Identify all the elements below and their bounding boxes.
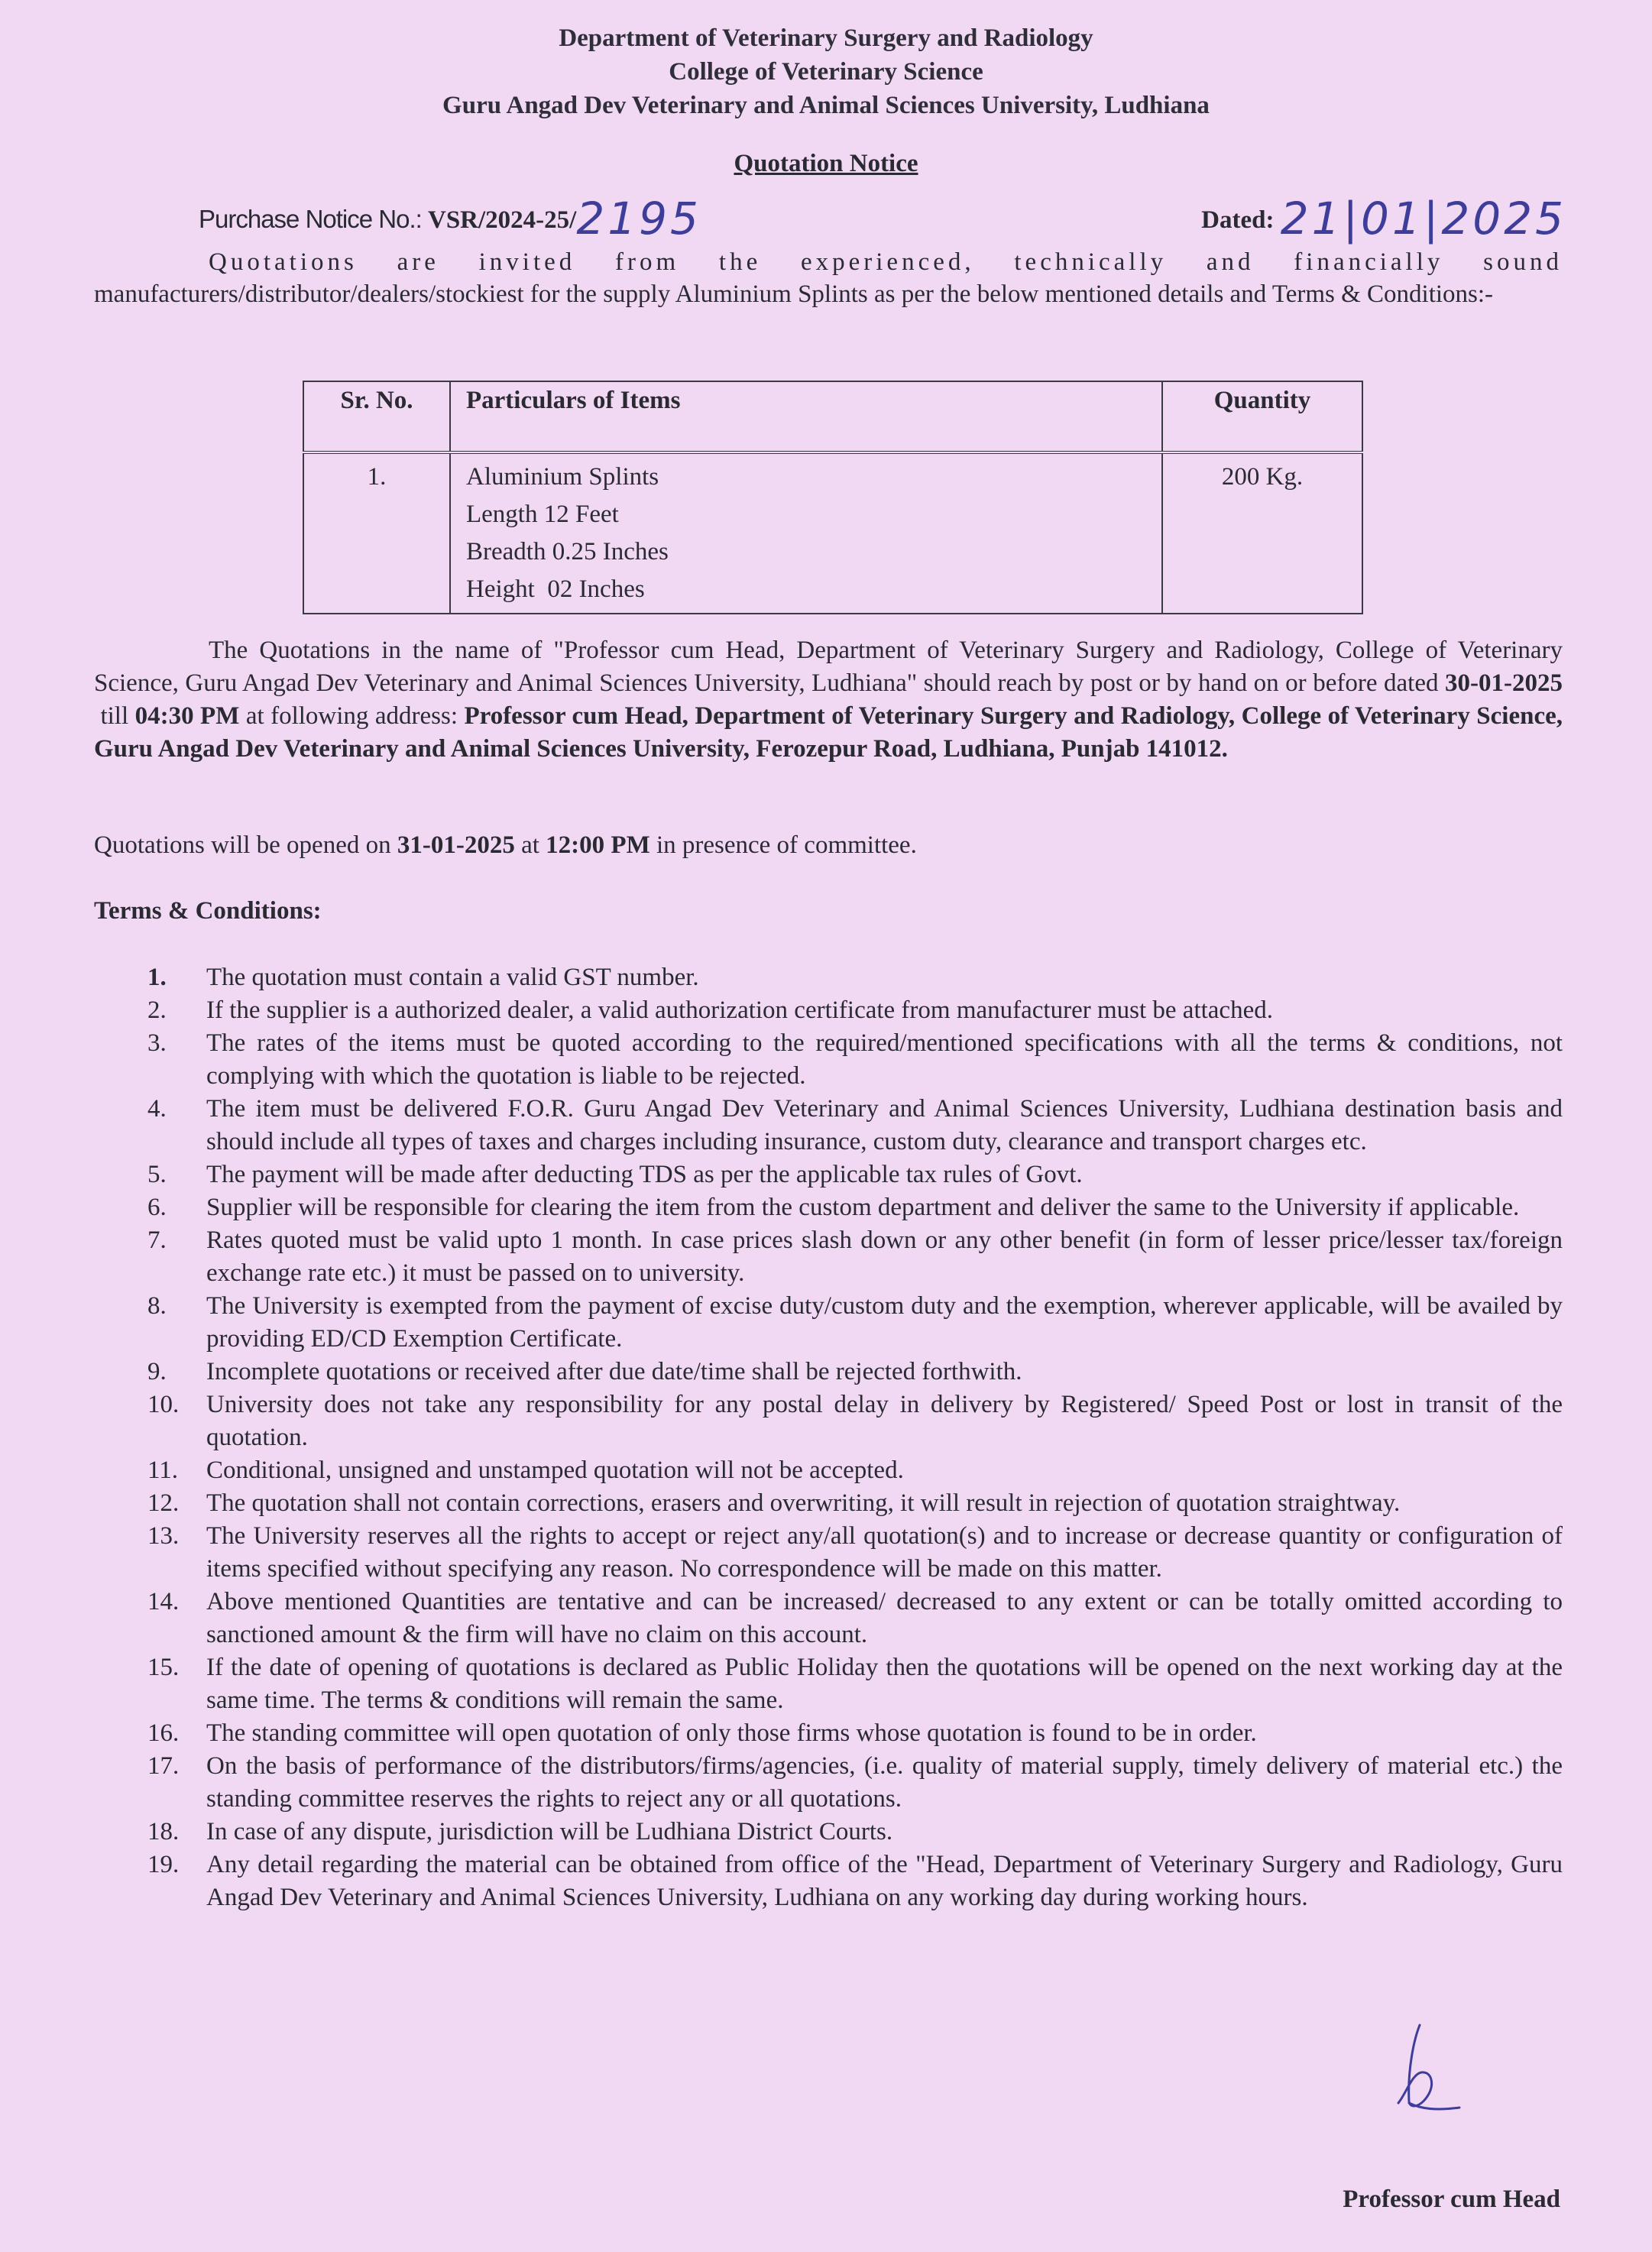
table-row: [303, 452, 1362, 614]
opening-text-3: in presence of committee.: [649, 831, 917, 859]
term-text: Incomplete quotations or received after due date/time shall be rejected forthwith.: [206, 1358, 1022, 1385]
term-text: On the basis of performance of the distributors/firms/agencies, (i.e. quality of material supply, timely delivery of material etc.) the standing committee reserves the rights to reject any or all quotations.: [206, 1752, 1563, 1813]
particular-line: Aluminium Splints: [466, 463, 659, 491]
term-text: Supplier will be responsible for clearing the item from the custom department and deliver the same to the University if applicable.: [206, 1194, 1520, 1221]
term-number: 7.: [147, 1226, 167, 1254]
table-header-row: [303, 381, 1362, 452]
submission-text-1: The Quotations in the name of "Professor cum Head, Department of Veterinary Surgery and Radiology, College of Veterinary Science, Guru Angad Dev Veterinary and Animal Sciences University, Ludhiana" should reach by post or by hand on or before dated: [94, 637, 1563, 697]
header-quantity: Quantity: [1162, 381, 1362, 452]
cell-quantity: 200 Kg.: [1162, 452, 1362, 614]
term-number: 9.: [147, 1358, 167, 1385]
submission-text-3: at following address:: [239, 702, 465, 730]
list-item: [94, 1586, 1563, 1651]
university-name: Guru Angad Dev Veterinary and Animal Sciences University, Ludhiana: [442, 92, 1210, 119]
items-table: [303, 381, 1363, 614]
signer-title: Professor cum Head: [1343, 2186, 1560, 2213]
submission-date: 30-01-2025: [1445, 669, 1563, 697]
term-text: Conditional, unsigned and unstamped quotation will not be accepted.: [206, 1457, 904, 1484]
term-text: Any detail regarding the material can be obtained from office of the "Head, Department of Veterinary Surgery and Radiology, Guru Angad Dev Veterinary and Animal Sciences University, Ludhiana on any working day during working hours.: [206, 1851, 1563, 1911]
term-number: 17.: [147, 1752, 180, 1780]
list-item: [94, 1158, 1563, 1191]
intro-rest: manufacturers/distributor/dealers/stockiest for the supply Aluminium Splints as per the below mentioned details and Terms & Conditions:-: [94, 280, 1494, 308]
term-number: 4.: [147, 1095, 167, 1123]
college-name: College of Veterinary Science: [669, 58, 983, 86]
list-item: [94, 1454, 1563, 1487]
term-text: The quotation shall not contain corrections, erasers and overwriting, it will result in rejection of quotation straightway.: [206, 1489, 1401, 1517]
signature: [1375, 2017, 1513, 2124]
list-item: [94, 1224, 1563, 1290]
dated-label: Dated:: [1201, 206, 1281, 234]
list-item: [94, 1290, 1563, 1356]
particular-line: Length 12 Feet: [466, 501, 619, 528]
list-item: [94, 1388, 1563, 1454]
term-number: 18.: [147, 1818, 180, 1845]
submission-text-2: till: [94, 702, 135, 730]
cell-particulars: [450, 452, 1162, 614]
list-item: [94, 1816, 1563, 1849]
term-text: If the supplier is a authorized dealer, a valid authorization certificate from manufacturer must be attached.: [206, 996, 1273, 1024]
term-number: 8.: [147, 1292, 167, 1320]
handwritten-date: 21|01|2025: [1280, 193, 1566, 245]
letterhead: [0, 21, 1652, 122]
notice-row: [199, 182, 1566, 245]
submission-time: 04:30 PM: [134, 702, 240, 730]
submission-paragraph: [94, 634, 1563, 766]
intro-paragraph: [94, 246, 1563, 310]
term-number: 12.: [147, 1489, 180, 1517]
term-text: The quotation must contain a valid GST number.: [206, 964, 699, 991]
term-number: 3.: [147, 1029, 167, 1057]
term-number: 19.: [147, 1851, 180, 1878]
term-number: 6.: [147, 1194, 167, 1221]
list-item: [94, 1191, 1563, 1224]
handwritten-number: 2195: [576, 193, 701, 245]
term-number: 15.: [147, 1654, 180, 1681]
term-text: The item must be delivered F.O.R. Guru Angad Dev Veterinary and Animal Sciences University, Ludhiana destination basis and should include all types of taxes and charges including insurance, custom duty, clearance and transport charges etc.: [206, 1095, 1563, 1155]
department-name: Department of Veterinary Surgery and Radiology: [559, 24, 1093, 52]
purchase-notice-number: [199, 186, 701, 245]
opening-date: 31-01-2025: [397, 831, 515, 859]
list-item: [94, 1027, 1563, 1093]
notice-date: [1201, 186, 1566, 245]
term-number: 11.: [147, 1457, 179, 1484]
list-item: [94, 1356, 1563, 1388]
term-text: The payment will be made after deducting TDS as per the applicable tax rules of Govt.: [206, 1161, 1083, 1188]
terms-list: [94, 961, 1563, 1914]
term-text: The standing committee will open quotation of only those firms whose quotation is found to be in order.: [206, 1719, 1257, 1747]
list-item: [94, 1750, 1563, 1816]
purchase-notice-label: Purchase Notice No.:: [199, 205, 428, 233]
term-number: 10.: [147, 1391, 180, 1418]
cell-sr-no: 1.: [303, 452, 450, 614]
term-text: Above mentioned Quantities are tentative and can be increased/ decreased to any extent or can be totally omitted according to sanctioned amount & the firm will have no claim on this account.: [206, 1588, 1563, 1648]
term-number: 5.: [147, 1161, 167, 1188]
page-title: Quotation Notice: [734, 150, 918, 177]
term-number: 1.: [147, 964, 167, 991]
list-item: [94, 1651, 1563, 1717]
list-item: [94, 961, 1563, 994]
term-number: 2.: [147, 996, 167, 1024]
opening-text-1: Quotations will be opened on: [94, 831, 397, 859]
term-number: 13.: [147, 1522, 180, 1550]
list-item: [94, 1093, 1563, 1158]
term-number: 16.: [147, 1719, 180, 1747]
term-text: In case of any dispute, jurisdiction will be Ludhiana District Courts.: [206, 1818, 893, 1845]
list-item: [94, 1717, 1563, 1750]
header-sr-no: Sr. No.: [303, 381, 450, 452]
term-number: 14.: [147, 1588, 180, 1615]
header-particulars: Particulars of Items: [450, 381, 1162, 452]
list-item: [94, 1487, 1563, 1520]
particular-line: Height 02 Inches: [466, 575, 645, 603]
particular-line: Breadth 0.25 Inches: [466, 538, 669, 565]
term-text: The University reserves all the rights to accept or reject any/all quotation(s) and to increase or decrease quantity or configuration of items specified without specifying any reason. No correspondence will be made on this matter.: [206, 1522, 1563, 1583]
opening-line: [94, 831, 917, 860]
term-text: If the date of opening of quotations is declared as Public Holiday then the quotations will be opened on the next working day at the same time. The terms & conditions will remain the same.: [206, 1654, 1563, 1714]
list-item: [94, 1849, 1563, 1914]
opening-time: 12:00 PM: [546, 831, 650, 859]
list-item: [94, 1520, 1563, 1586]
terms-heading: Terms & Conditions:: [94, 897, 322, 925]
intro-line-1: Quotations are invited from the experienced, technically and financially sound: [209, 248, 1563, 276]
purchase-notice-value: VSR/2024-25/: [427, 206, 577, 234]
submission-address: Professor cum Head, Department of Veterinary Surgery and Radiology, College of Veterinary Science, Guru Angad Dev Veterinary and Animal Sciences University, Ferozepur Road, Ludhiana, Punjab 141012.: [94, 702, 1563, 763]
term-text: Rates quoted must be valid upto 1 month. In case prices slash down or any other benefit (in form of lesser price/lesser tax/foreign exchange rate etc.) it must be passed on to university.: [206, 1226, 1563, 1287]
term-text: The University is exempted from the payment of excise duty/custom duty and the exemption, wherever applicable, will be availed by providing ED/CD Exemption Certificate.: [206, 1292, 1563, 1353]
term-text: University does not take any responsibility for any postal delay in delivery by Registered/ Speed Post or lost in transit of the quotation.: [206, 1391, 1563, 1451]
term-text: The rates of the items must be quoted according to the required/mentioned specifications with all the terms & conditions, not complying with which the quotation is liable to be rejected.: [206, 1029, 1563, 1090]
list-item: [94, 994, 1563, 1027]
opening-text-2: at: [514, 831, 546, 859]
